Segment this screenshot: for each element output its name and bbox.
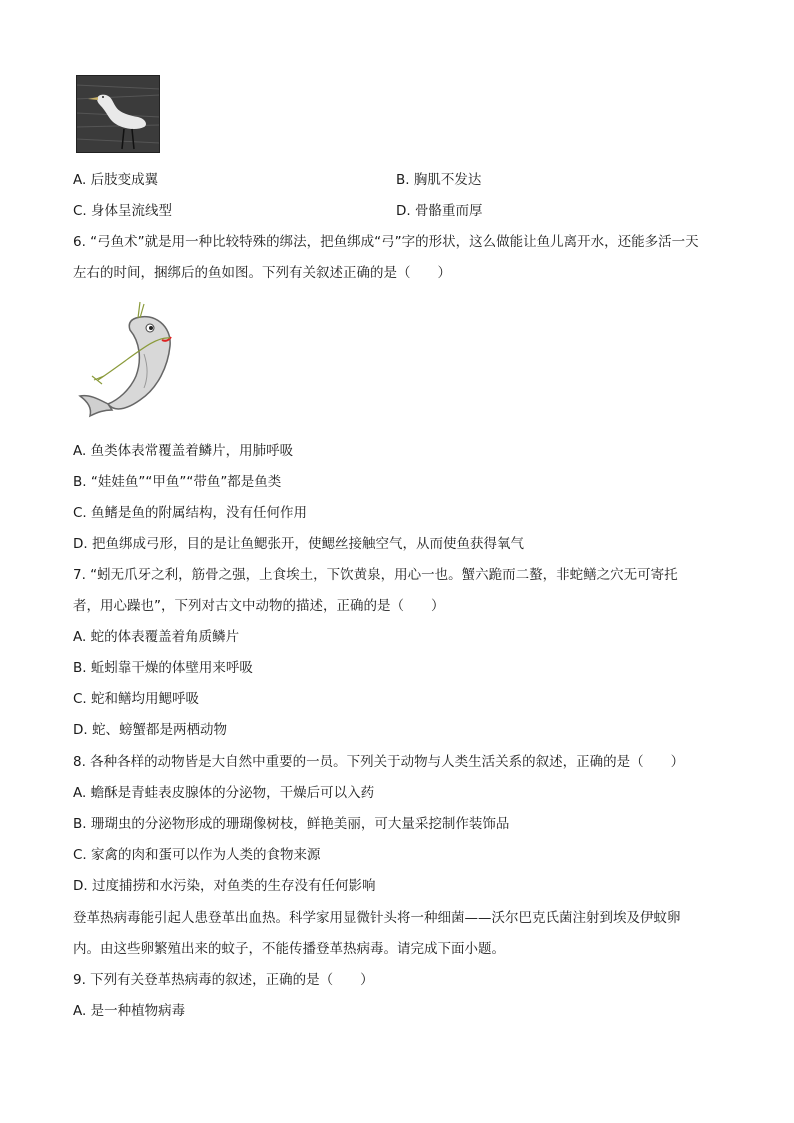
q6-option-d: D. 把鱼绑成弓形，目的是让鱼鳃张开，使鳃丝接触空气，从而使鱼获得氧气 — [73, 536, 524, 552]
q5-option-b: B. 胸肌不发达 — [396, 172, 482, 188]
q6-option-b: B. “娃娃鱼”“甲鱼”“带鱼”都是鱼类 — [73, 474, 282, 490]
passage-line1: 登革热病毒能引起人患登革出血热。科学家用显微针头将一种细菌——沃尔巴克氏菌注射到埃及伊蚊卵 — [73, 910, 681, 926]
q7-option-d: D. 蛇、螃蟹都是两栖动物 — [73, 722, 227, 738]
tied-fish-figure — [74, 296, 184, 426]
egret-figure — [76, 75, 160, 153]
q7-option-c: C. 蛇和鳝均用鳃呼吸 — [73, 691, 200, 707]
q8-stem: 8. 各种各样的动物皆是大自然中重要的一员。下列关于动物与人类生活关系的叙述，正确的是（ ） — [73, 754, 685, 770]
q8-option-d: D. 过度捕捞和水污染，对鱼类的生存没有任何影响 — [73, 878, 376, 894]
q6-option-a: A. 鱼类体表常覆盖着鳞片，用肺呼吸 — [73, 443, 294, 459]
q6-stem-line1: 6. “弓鱼术”就是用一种比较特殊的绑法，把鱼绑成“弓”字的形状，这么做能让鱼儿离开水，还能多活一天 — [73, 234, 699, 250]
q5-option-d: D. 骨骼重而厚 — [396, 203, 483, 219]
q8-option-c: C. 家禽的肉和蛋可以作为人类的食物来源 — [73, 847, 321, 863]
q7-option-b: B. 蚯蚓靠干燥的体壁用来呼吸 — [73, 660, 253, 676]
q5-option-c: C. 身体呈流线型 — [73, 203, 173, 219]
q8-option-b: B. 珊瑚虫的分泌物形成的珊瑚像树枝，鲜艳美丽，可大量采挖制作装饰品 — [73, 816, 510, 832]
q5-option-a: A. 后肢变成翼 — [73, 172, 159, 188]
q6-option-c: C. 鱼鳍是鱼的附属结构，没有任何作用 — [73, 505, 308, 521]
q6-stem-line2: 左右的时间，捆绑后的鱼如图。下列有关叙述正确的是（ ） — [73, 265, 451, 281]
passage-line2: 内。由这些卵繁殖出来的蚊子，不能传播登革热病毒。请完成下面小题。 — [73, 941, 505, 957]
q9-stem: 9. 下列有关登革热病毒的叙述，正确的是（ ） — [73, 972, 374, 988]
q7-stem-line2: 者，用心躁也”，下列对古文中动物的描述，正确的是（ ） — [73, 598, 445, 614]
q7-stem-line1: 7. “蚓无爪牙之利，筋骨之强，上食埃土，下饮黄泉，用心一也。蟹六跪而二螯，非蛇鳝之穴无可寄托 — [73, 567, 678, 583]
q7-option-a: A. 蛇的体表覆盖着角质鳞片 — [73, 629, 240, 645]
q9-option-a: A. 是一种植物病毒 — [73, 1003, 186, 1019]
q8-option-a: A. 蟾酥是青蛙表皮腺体的分泌物，干燥后可以入药 — [73, 785, 375, 801]
